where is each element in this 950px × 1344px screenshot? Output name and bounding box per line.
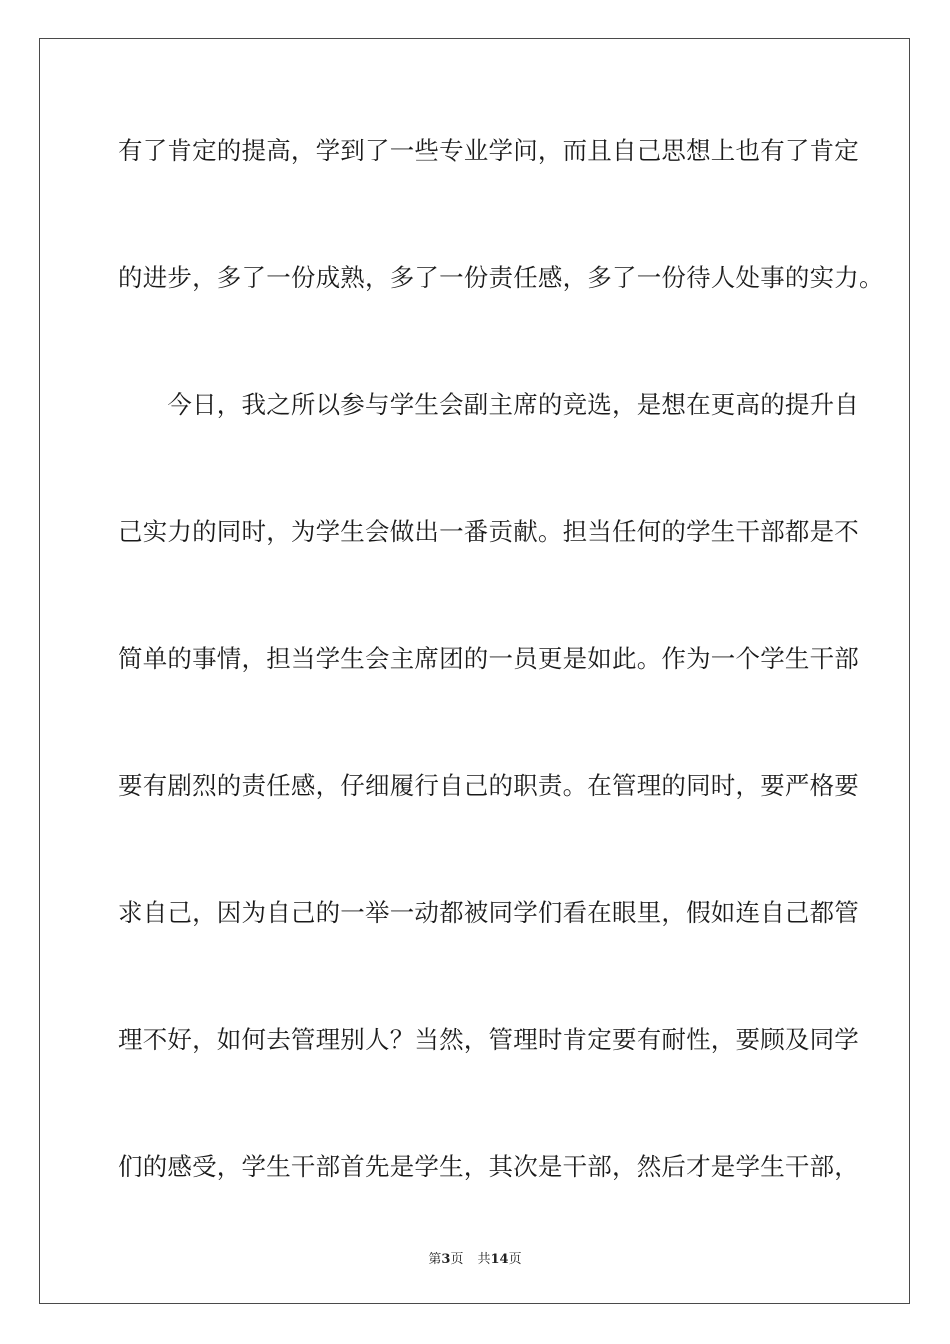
total-pages: 14: [490, 1252, 509, 1267]
text-line-9: 们的感受，学生干部首先是学生，其次是干部，然后才是学生干部，: [118, 1152, 859, 1181]
text-line-5: 简单的事情，担当学生会主席团的一员更是如此。作为一个学生干部: [118, 644, 859, 673]
text-line-3: 今日，我之所以参与学生会副主席的竞选，是想在更高的提升自: [118, 390, 859, 419]
page-suffix: 页: [450, 1252, 464, 1267]
page-prefix: 第: [428, 1252, 442, 1267]
text-line-2: 的进步，多了一份成熟，多了一份责任感，多了一份待人处事的实力。: [118, 263, 884, 292]
text-line-1: 有了肯定的提高，学到了一些专业学问，而且自己思想上也有了肯定: [118, 136, 859, 165]
document-body: [118, 128, 884, 1271]
text-line-4: 己实力的同时，为学生会做出一番贡献。担当任何的学生干部都是不: [118, 517, 859, 546]
text-line-6: 要有剧烈的责任感，仔细履行自己的职责。在管理的同时，要严格要: [118, 771, 859, 800]
total-prefix: 共: [477, 1252, 491, 1267]
text-line-8: 理不好，如何去管理别人？当然，管理时肯定要有耐性，要顾及同学: [118, 1025, 859, 1054]
text-line-7: 求自己，因为自己的一举一动都被同学们看在眼里，假如连自己都管: [118, 898, 859, 927]
page-footer: [0, 1248, 950, 1267]
total-suffix: 页: [508, 1252, 522, 1267]
page-number: 3: [441, 1252, 451, 1267]
